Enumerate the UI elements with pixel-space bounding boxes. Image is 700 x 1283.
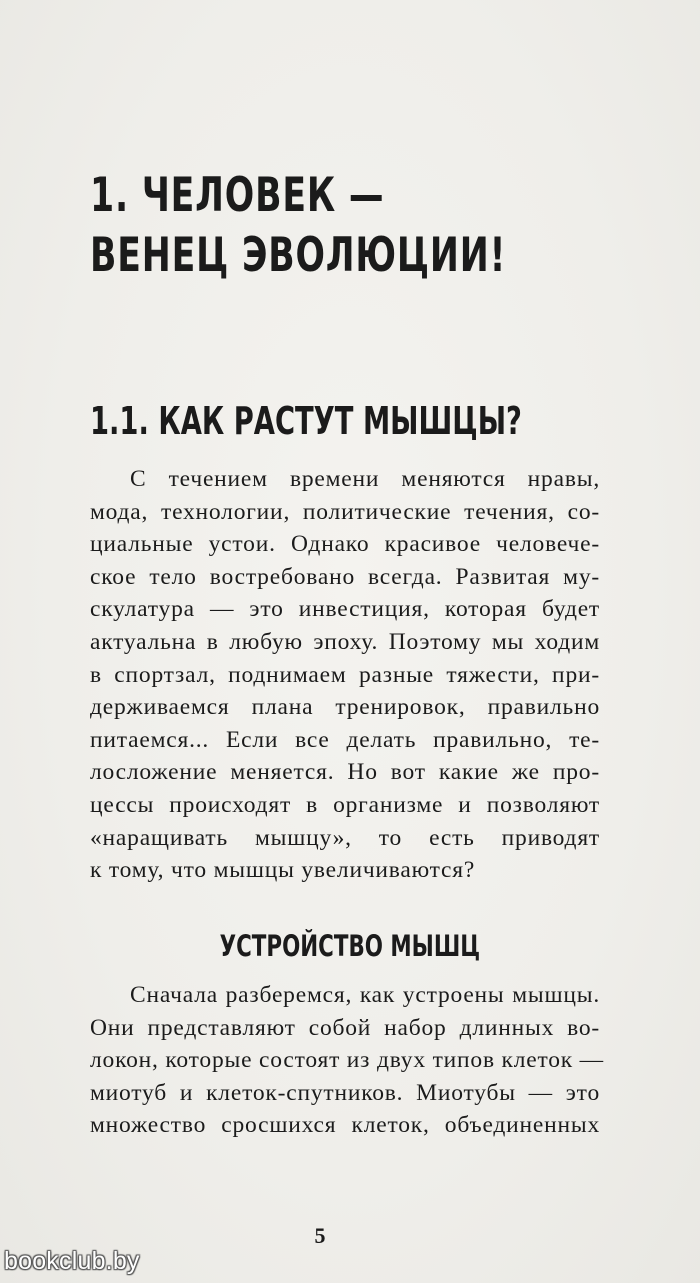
section-title: 1.1. КАК РАСТУТ МЫШЦЫ? [90,399,522,443]
text-line: миотуб и клеток-спутников. Миотубы — это [90,1079,600,1106]
text-line: актуальна в любую эпоху. Поэтому мы ходим [90,628,600,655]
text-line: скулатура — это инвестиция, которая будет [90,596,600,623]
paragraph-1 [90,463,600,887]
text-line: Сначала разберемся, как устроены мышцы. [130,982,600,1008]
text-line: циальные устои. Однако красивое человече- [90,531,600,558]
watermark: bookclub.by [4,1247,140,1275]
paragraph-2 [90,979,604,1142]
text-line: локон, которые состоят из двух типов клеток — [90,1047,604,1074]
chapter-title-line: 1. ЧЕЛОВЕК — [90,168,385,223]
text-line: держиваемся плана тренировок, правильно [90,694,600,721]
subsection-title-text: УСТРОЙСТВО МЫШЦ [219,929,481,963]
chapter-title-line: ВЕНЕЦ ЭВОЛЮЦИИ! [90,228,507,283]
text-line: мода, технологии, политические течения, со- [90,498,600,525]
chapter-title [90,166,549,286]
text-line: в спортзал, поднимаем разные тяжести, при- [90,661,600,688]
text-line: С течением времени меняются нравы, [130,466,600,492]
text-line: «наращивать мышцу», то есть приводят [90,824,600,851]
page-number: 5 [314,1223,326,1248]
text-line: Они представляют собой набор длинных во- [90,1014,600,1041]
text-line: множество сросшихся клеток, объединенных [90,1112,600,1139]
text-line: лосложение меняется. Но вот какие же про- [90,759,600,786]
text-line: питаемся... Если все делать правильно, те- [90,726,600,753]
text-line: цессы происходят в организме и позволяют [90,791,600,818]
text-line: ское тело востребовано всегда. Развитая му- [90,563,600,590]
subsection-title [0,926,700,966]
text-line: к тому, что мышцы увеличиваются? [90,857,476,884]
